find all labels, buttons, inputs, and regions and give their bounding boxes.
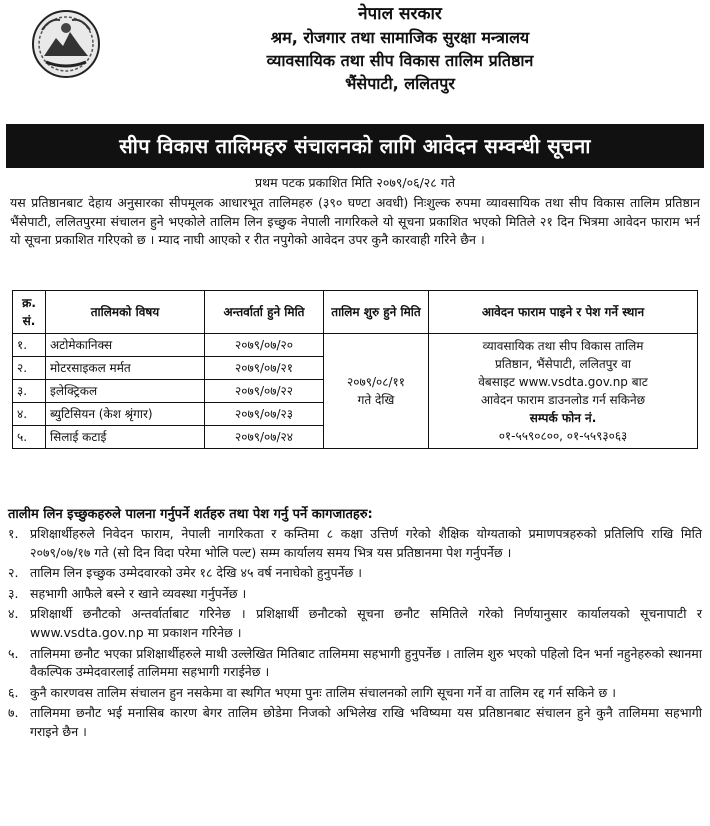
header-sn: क्र. सं.: [13, 291, 46, 334]
list-item: [8, 564, 702, 583]
item-number: २.: [8, 565, 19, 581]
table-header-row: [13, 291, 698, 334]
list-item: [8, 704, 702, 741]
header-subject: तालिमको विषय: [46, 291, 205, 334]
place-line: वेबसाइट www.vsdta.gov.np बाट: [478, 375, 648, 389]
start-date-cell: [324, 334, 429, 449]
row-sn: १.: [13, 334, 46, 357]
item-text: प्रशिक्षार्थीहरुले निवेदन फाराम, नेपाली नागरिकता र कम्तिमा ८ कक्षा उत्तिर्ण गरेको शैक्षिक योग्यताको प्रमाणपत्रहरुको प्रतिलिपि राखि मिति २०७९/०७/१७ गते (सो दिन विदा परेमा भोलि पल्ट) सम्म कार्यालय समय भित्र यस प्रतिष्ठानमा पेश गर्नुपर्नेछ ।: [30, 526, 702, 560]
item-number: ७.: [8, 705, 19, 721]
list-item: [8, 525, 702, 562]
item-text: कुनै कारणवस तालिम संचालन हुन नसकेमा वा स्थगित भएमा पुनः तालिम संचालनको लागि सूचना गर्ने वा तालिम रद्द गर्न सकिने छ ।: [30, 684, 616, 700]
row-subject: इलेक्ट्रिकल: [46, 380, 205, 403]
conditions-title: तालीम लिन इच्छुकहरुले पालना गर्नुपर्ने शर्तहरु तथा पेश गर्नु पर्ने कागजातहरु:: [8, 507, 373, 522]
item-text: प्रशिक्षार्थी छनौटको अन्तर्वार्ताबाट गरिनेछ । प्रशिक्षार्थी छनौटको सूचना छनौट समितिले गरेको निर्णयानुसार कार्यालयको सूचनापाटी र www.vsdta.gov.np मा प्रकाशन गरिनेछ ।: [30, 606, 702, 640]
letterhead: [0, 0, 710, 120]
table-row: [13, 334, 698, 357]
item-number: ५.: [8, 645, 19, 661]
row-interview-date: २०७९/०७/२४: [205, 426, 324, 449]
contact-label: सम्पर्क फोन नं.: [529, 411, 597, 425]
place-line: प्रतिष्ठान, भैंसेपाटी, ललितपुर वा: [494, 357, 632, 371]
list-item: [8, 585, 702, 604]
list-item: [8, 645, 702, 682]
application-place-cell: [429, 334, 698, 449]
item-number: ४.: [8, 606, 19, 622]
row-subject: सिलाई कटाई: [46, 426, 205, 449]
row-sn: ३.: [13, 380, 46, 403]
row-interview-date: २०७९/०७/२१: [205, 357, 324, 380]
header-start-date: तालिम शुरु हुने मिति: [324, 291, 429, 334]
header-application-place: आवेदन फाराम पाइने र पेश गर्ने स्थान: [429, 291, 698, 334]
row-subject: मोटरसाइकल मर्मत: [46, 357, 205, 380]
header-line-ministry: श्रम, रोजगार तथा सामाजिक सुरक्षा मन्त्रालय: [270, 28, 530, 47]
conditions-section: [8, 504, 702, 744]
row-sn: ४.: [13, 403, 46, 426]
item-text: तालिममा छनौट भई मनासिब कारण बेगर तालिम छोडेमा निजको अभिलेख राखि भविष्यमा यस प्रतिष्ठानबाट संचालन हुने कुनै तालिममा सहभागी गराइने छैन ।: [30, 705, 702, 739]
nepal-government-emblem-icon: [30, 8, 102, 80]
item-number: ३.: [8, 585, 19, 601]
header-line-institute: व्यावसायिक तथा सीप विकास तालिम प्रतिष्ठान: [266, 51, 534, 70]
list-item: [8, 684, 702, 703]
training-schedule-table: [12, 290, 698, 449]
notice-title-banner: सीप विकास तालिमहरु संचालनको लागि आवेदन सम्वन्धी सूचना: [6, 124, 704, 168]
header-interview-date: अन्तर्वार्ता हुने मिति: [205, 291, 324, 334]
item-text: तालिममा छनौट भएका प्रशिक्षार्थीहरुले माथी उल्लेखित मितिबाट तालिममा सहभागी हुनुपर्नेछ । तालिम शुरु भएको पहिलो दिन भर्ना नहुनेहरुको स्थानमा वैकल्पिक उम्मेदवारलाई तालिममा सहभागी गराईनेछ ।: [30, 645, 702, 680]
row-interview-date: २०७९/०७/२२: [205, 380, 324, 403]
item-number: १.: [8, 526, 19, 541]
publication-date: प्रथम पटक प्रकाशित मिति २०७९/०६/२८ गते: [255, 175, 455, 190]
item-text: सहभागी आफैले बस्ने र खाने व्यवस्था गर्नुपर्नेछ ।: [30, 585, 247, 601]
item-number: ६.: [8, 684, 19, 700]
row-subject: अटोमेकानिक्स: [46, 334, 205, 357]
row-sn: ५.: [13, 426, 46, 449]
place-line: आवेदन फाराम डाउनलोड गर्न सकिनेछ: [480, 393, 646, 407]
item-text: तालिम लिन इच्छुक उम्मेदवारको उमेर १८ देखि ४५ वर्ष ननाघेको हुनुपर्नेछ ।: [30, 565, 363, 581]
place-line: व्यावसायिक तथा सीप विकास तालिम: [482, 339, 644, 353]
row-sn: २.: [13, 357, 46, 380]
list-item: [8, 605, 702, 642]
start-date: २०७९/०८/११: [346, 375, 405, 389]
start-date-suffix: गते देखि: [357, 393, 395, 407]
intro-paragraph: यस प्रतिष्ठानबाट देहाय अनुसारका सीपमूलक आधारभूत तालिमहरु (३९० घण्टा अवधी) निःशुल्क रुपमा व्यावसायिक तथा सीप विकास तालिम प्रतिष्ठान भैंसेपाटी, ललितपुरमा संचालन हुने भएकोले तालिम लिन इच्छुक नेपाली नागरिकले यो सूचना प्रकाशित भएको मितिले २१ दिन भित्रमा आवेदन फाराम भर्न यो सूचना प्रकाशित गरिएको छ । म्याद नाघी आएको र रीत नपुगेको आवेदन उपर कुनै कारवाही गरिने छैन ।: [10, 195, 700, 247]
contact-numbers: ०१-५५९०८००, ०१-५५९३०६३: [498, 429, 628, 443]
row-subject: ब्युटिसियन (केश श्रृंगार): [46, 403, 205, 426]
row-interview-date: २०७९/०७/२३: [205, 403, 324, 426]
row-interview-date: २०७९/०७/२०: [205, 334, 324, 357]
header-line-address: भैंसेपाटी, ललितपुर: [345, 74, 455, 93]
header-line-government: नेपाल सरकार: [358, 4, 442, 24]
